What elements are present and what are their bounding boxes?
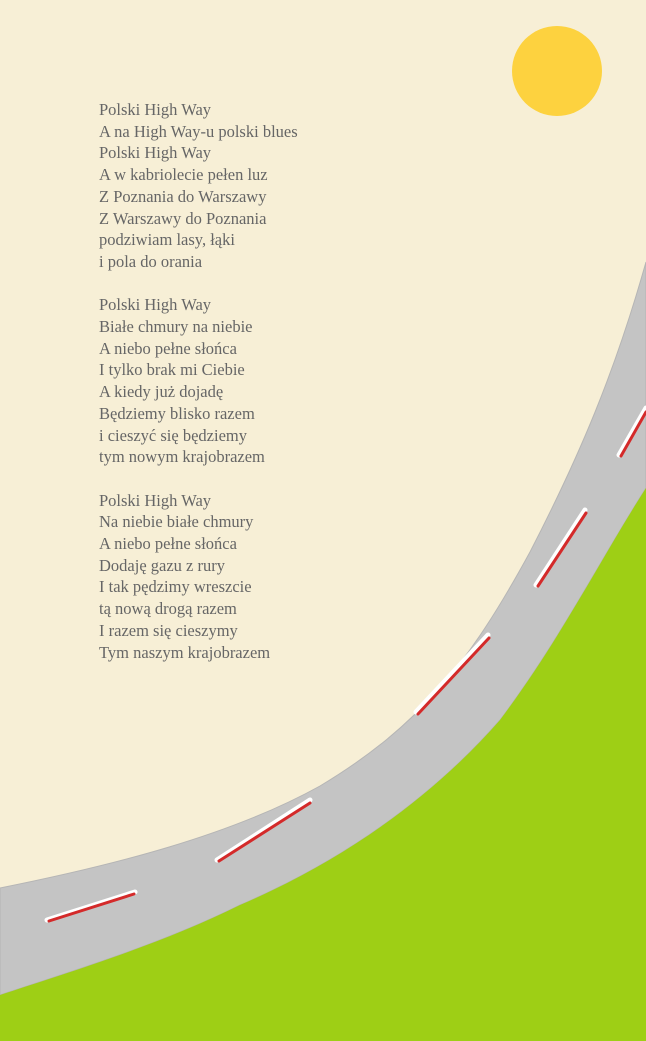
stanza-1 — [99, 99, 298, 273]
poem-line: A na High Way-u polski blues — [99, 121, 298, 141]
poem-line: tą nową drogą razem — [99, 599, 237, 619]
poem-line: A kiedy już dojadę — [99, 382, 224, 402]
poem-line: i pola do orania — [99, 251, 203, 271]
poem-line: I razem się cieszymy — [99, 620, 238, 640]
poem-line: Będziemy blisko razem — [99, 403, 255, 423]
poem-line: Polski High Way — [99, 490, 212, 510]
poem-line: Na niebie białe chmury — [99, 512, 254, 532]
poem-line: i cieszyć się będziemy — [99, 425, 247, 445]
poem-line: I tak pędzimy wreszcie — [99, 577, 252, 597]
sun-icon — [512, 26, 602, 116]
poem-line: Dodaję gazu z rury — [99, 555, 225, 575]
poem — [99, 99, 298, 685]
poem-line: A niebo pełne słońca — [99, 338, 237, 358]
poem-line: Z Warszawy do Poznania — [99, 208, 267, 228]
poem-line: Białe chmury na niebie — [99, 317, 253, 337]
stanza-2 — [99, 294, 298, 468]
stanza-3 — [99, 490, 298, 664]
poem-line: Polski High Way — [99, 143, 212, 163]
poem-line: podziwiam lasy, łąki — [99, 230, 235, 250]
poem-line: tym nowym krajobrazem — [99, 447, 265, 467]
poem-line: I tylko brak mi Ciebie — [99, 360, 245, 380]
poem-line: Tym naszym krajobrazem — [99, 642, 271, 662]
poem-line: A w kabriolecie pełen luz — [99, 165, 268, 185]
poem-line: A niebo pełne słońca — [99, 534, 237, 554]
poem-line: Z Poznania do Warszawy — [99, 186, 267, 206]
poem-line: Polski High Way — [99, 295, 212, 315]
poem-line: Polski High Way — [99, 100, 212, 119]
